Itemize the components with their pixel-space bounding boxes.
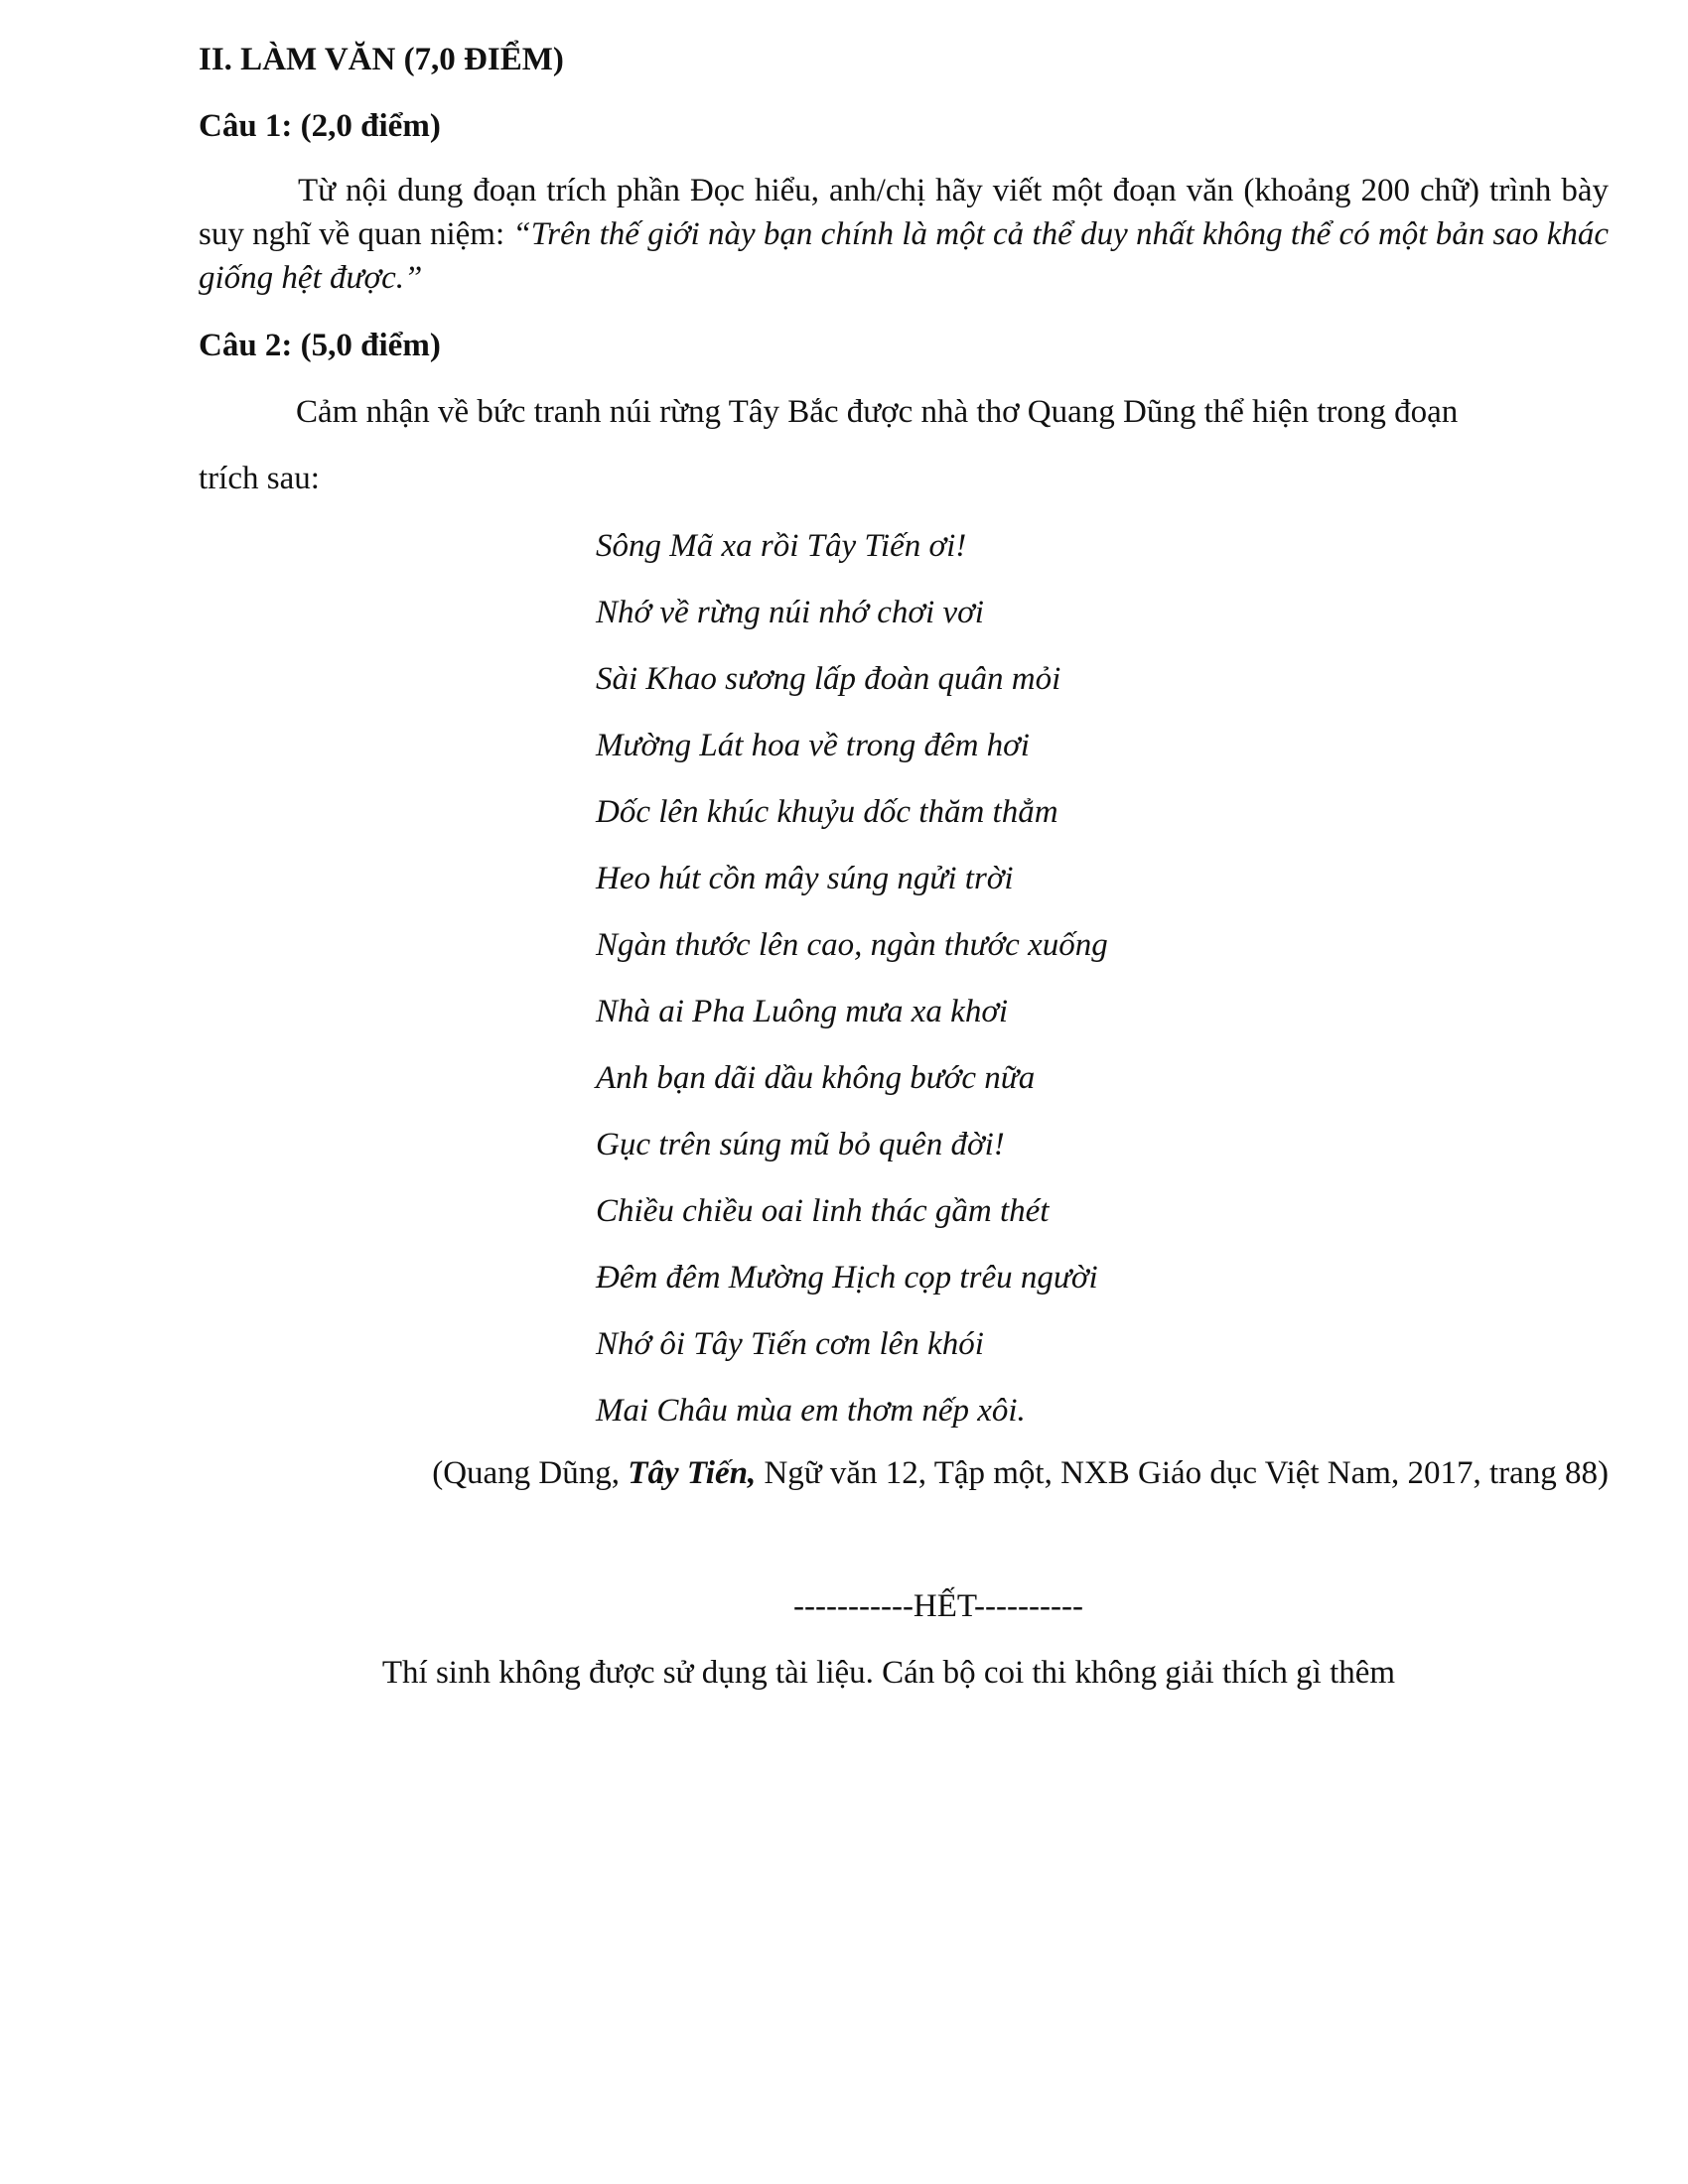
poem-line: Sông Mã xa rồi Tây Tiến ơi! [596,528,967,564]
poem-line: Heo hút cồn mây súng ngửi trời [596,861,1014,896]
poem-line: Gục trên súng mũ bỏ quên đời! [596,1127,1005,1162]
poem-line: Nhớ về rừng núi nhớ chơi vơi [596,595,984,630]
question-1-quote: “Trên thế giới này bạn chính là một cả thể duy nhất không thể có một bản sao khác giống hệt được.” [199,216,1609,296]
question-2-heading: Câu 2: (5,0 điểm) [199,328,441,363]
poem-excerpt [596,519,1489,1450]
section-title: II. LÀM VĂN (7,0 ĐIỂM) [199,42,564,77]
question-1-prompt [199,169,1609,300]
poem-line: Ngàn thước lên cao, ngàn thước xuống [596,927,1108,963]
poem-line: Anh bạn dãi dầu không bước nữa [596,1060,1036,1096]
citation: (Quang Dũng, Tây Tiến, Ngữ văn 12, Tập một, NXB Giáo dục Việt Nam, 2017, trang 88) [432,1455,1609,1491]
poem-line: Sài Khao sương lấp đoàn quân mỏi [596,661,1061,697]
poem-line: Nhà ai Pha Luông mưa xa khơi [596,994,1009,1029]
poem-line: Đêm đêm Mường Hịch cọp trêu người [596,1260,1098,1296]
footer-note: Thí sinh không được sử dụng tài liệu. Cán bộ coi thi không giải thích gì thêm [381,1655,1396,1691]
poem-line: Mai Châu mùa em thơm nếp xôi. [596,1393,1026,1429]
poem-line: Chiều chiều oai linh thác gầm thét [596,1193,1050,1229]
question-2-prompt-line1: Cảm nhận về bức tranh núi rừng Tây Bắc được nhà thơ Quang Dũng thể hiện trong đoạn [296,394,1459,430]
citation-title: Tây Tiến, [628,1455,757,1491]
poem-line: Nhớ ôi Tây Tiến cơm lên khói [596,1326,984,1362]
poem-line: Dốc lên khúc khuỷu dốc thăm thẳm [596,794,1058,830]
question-2-prompt-line2: trích sau: [199,461,320,496]
end-mark: -----------HẾT---------- [793,1588,1083,1624]
question-1-lead: Từ nội dung đoạn trích phần Đọc hiểu, anh/chị hãy viết một đoạn văn (khoảng 200 chữ) trình bày suy nghĩ về quan niệm: [199,173,1609,252]
question-1-heading: Câu 1: (2,0 điểm) [199,108,441,144]
poem-line: Mường Lát hoa về trong đêm hơi [596,728,1030,763]
